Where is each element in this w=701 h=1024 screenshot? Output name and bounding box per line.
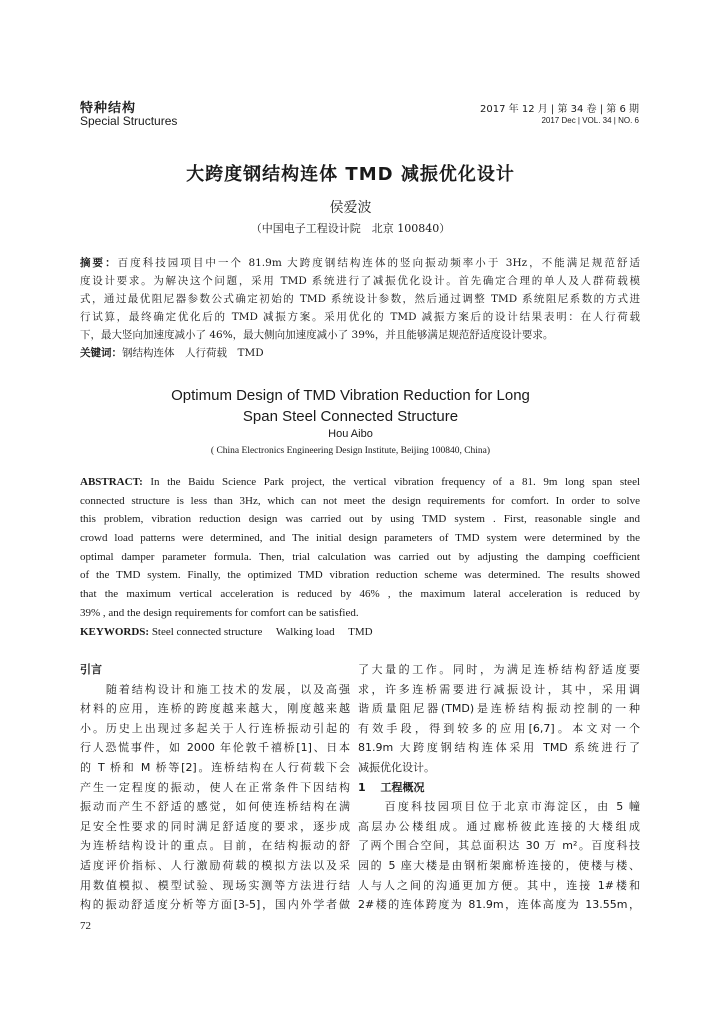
journal-name-cn: 特种结构	[80, 101, 137, 116]
keywords-line	[80, 344, 640, 362]
abstract-text: that the maximum vertical acceleration is reduced by 46% , the maximum lateral acceleration is reduced by	[80, 588, 640, 601]
abstract-line	[80, 473, 640, 492]
abstract-line	[80, 290, 640, 308]
affiliation: （中国电子工程设计院 北京 100840）	[250, 222, 451, 235]
abstract-label: 摘要：	[80, 257, 118, 269]
abstract-line	[80, 548, 640, 567]
english-author: Hou Aibo	[328, 428, 373, 440]
abstract-text: optimal damper parameter formula. Then, trial calculation was carried out by adjusting the damping coefficient	[80, 550, 640, 563]
issue-info-cn: 2017 年 12 月 | 第 34 卷 | 第 6 期	[480, 104, 639, 115]
abstract-text: 行试算，最终确定优化后的 TMD 减振方案。采用优化的 TMD 减振方案后的设计结果表明：在人行荷载	[80, 311, 640, 323]
abstract-line	[80, 585, 640, 604]
body-line: 适度评价指标、人行激励荷载的模拟方法以及采	[80, 858, 350, 872]
body-line: 行人恐慌事件，如 2000 年伦敦千禧桥[1]、日本	[80, 741, 350, 755]
body-line: 产生一定程度的振动，使人在正常条件下因结构	[80, 780, 350, 794]
abstract-text: In the Baidu Science Park project, the vertical vibration frequency of a 81. 9m long span steel	[150, 476, 640, 488]
keywords-label: KEYWORDS:	[80, 625, 150, 638]
keywords-text: 钢结构连体 人行荷载 TMD	[122, 347, 264, 359]
body-line: 谐质量阻尼器(TMD)是连桥结构振动控制的一种	[358, 702, 640, 716]
abstract-text: 度设计要求。为解决这个问题，采用 TMD 系统进行了减振优化设计。首先确定合理的单人及人群荷载模	[80, 275, 640, 287]
abstract-line	[80, 492, 640, 511]
body-line: 了大量的工作。同时，为满足连桥结构舒适度要	[358, 663, 640, 676]
body-line: 小。历史上出现过多起关于人行连桥振动引起的	[80, 721, 350, 735]
abstract-text: of the TMD system. Finally, the optimized TMD vibration reduction scheme was determined. The results showed	[80, 569, 640, 582]
abstract-en	[80, 473, 640, 641]
abstract-text: crowd load patterns were determined, and The initial design parameters of TMD system were determined by the	[80, 532, 640, 545]
english-title-line: Span Steel Connected Structure	[242, 408, 459, 425]
body-column-left	[80, 660, 350, 915]
body-line: 用数值模拟、模型试验、现场实测等方法进行结	[80, 878, 350, 892]
keywords-label: 关键词：	[80, 347, 122, 359]
issue-info-en: 2017 Dec | VOL. 34 | NO. 6	[541, 116, 639, 125]
journal-name-en: Special Structures	[80, 114, 178, 128]
body-line: 园的 5 座大楼是由钢桁架廊桥连接的，使楼与楼、	[358, 858, 640, 872]
abstract-line	[80, 326, 640, 344]
abstract-label: ABSTRACT:	[80, 476, 143, 488]
body-line: 构的振动舒适度分析等方面[3-5]，国内外学者做	[80, 898, 350, 912]
abstract-text: 百度科技园项目中一个 81.9m 大跨度钢结构连体的竖向振动频率小于 3Hz，不能满足规范舒适	[117, 257, 640, 269]
abstract-line	[80, 272, 640, 290]
body-line: 足安全性要求的同时满足舒适度的要求，逐步成	[80, 819, 350, 833]
abstract-line	[80, 604, 640, 623]
abstract-cn	[80, 254, 640, 362]
english-affiliation: ( China Electronics Engineering Design Institute, Beijing 100840, China)	[210, 446, 491, 456]
body-line: 振动而产生不舒适的感觉，如何使连桥结构在满	[80, 800, 350, 814]
body-line: 有效手段，得到较多的应用[6,7]。本文对一个	[358, 721, 640, 735]
body-line: 81.9m 大跨度钢结构连体采用 TMD 系统进行了	[358, 741, 640, 755]
abstract-text: this problem, vibration reduction design was carried out by using TMD system . First, reasonable single and	[80, 513, 640, 526]
body-line: 百度科技园项目位于北京市海淀区，由 5 幢	[358, 800, 640, 814]
abstract-text: 39% , and the design requirements for comfort can be satisfied.	[80, 606, 359, 619]
english-title	[0, 385, 701, 427]
abstract-text: 式，通过最优阻尼器参数公式确定初始的 TMD 系统设计参数，然后通过调整 TMD 系统阻尼系数的方式进	[80, 293, 640, 305]
abstract-text: 下，最大竖向加速度减小了 46%，最大侧向加速度减小了 39%，并且能够满足规范舒适度设计要求。	[80, 329, 554, 341]
body-line: 减振优化设计。	[358, 760, 435, 774]
paper-title: 大跨度钢结构连体 TMD 减振优化设计	[186, 164, 515, 185]
author: 侯爱波	[329, 200, 372, 216]
english-title-line: Optimum Design of TMD Vibration Reduction for Long	[171, 387, 530, 404]
body-line: 随着结构设计和施工技术的发展，以及高强	[80, 682, 350, 696]
body-line: 为连桥结构设计的重点。目前，在结构振动的舒	[80, 839, 350, 853]
body-line: 人与人之间的沟通更加方便。其中，连接 1#楼和	[358, 878, 640, 892]
page-number: 72	[80, 920, 91, 932]
section-heading: 1 工程概况	[358, 780, 425, 794]
abstract-line	[80, 254, 640, 272]
body-line: 了两个围合空间，其总面积达 30 万 m²。百度科技	[358, 839, 640, 853]
body-line: 高层办公楼组成。通过廊桥彼此连接的大楼组成	[358, 819, 640, 833]
abstract-line	[80, 308, 640, 326]
abstract-text: connected structure is less than 3Hz, which can not meet the design requirements for comfort. In order to solve	[80, 494, 640, 507]
keywords-line	[80, 623, 640, 642]
section-heading: 引言	[80, 663, 102, 676]
body-column-right	[358, 660, 640, 915]
abstract-line	[80, 529, 640, 548]
body-line: 材料的应用，连桥的跨度越来越大，刚度越来越	[80, 702, 350, 716]
abstract-line	[80, 566, 640, 585]
keywords-text: Steel connected structure Walking load TMD	[151, 625, 373, 638]
abstract-line	[80, 510, 640, 529]
body-line: 的 T 桥和 M 桥等[2]。连桥结构在人行荷载下会	[80, 760, 350, 774]
body-line: 求，许多连桥需要进行减振设计，其中，采用调	[358, 682, 640, 696]
body-line: 2#楼的连体跨度为 81.9m，连体高度为 13.55m，	[358, 898, 640, 912]
